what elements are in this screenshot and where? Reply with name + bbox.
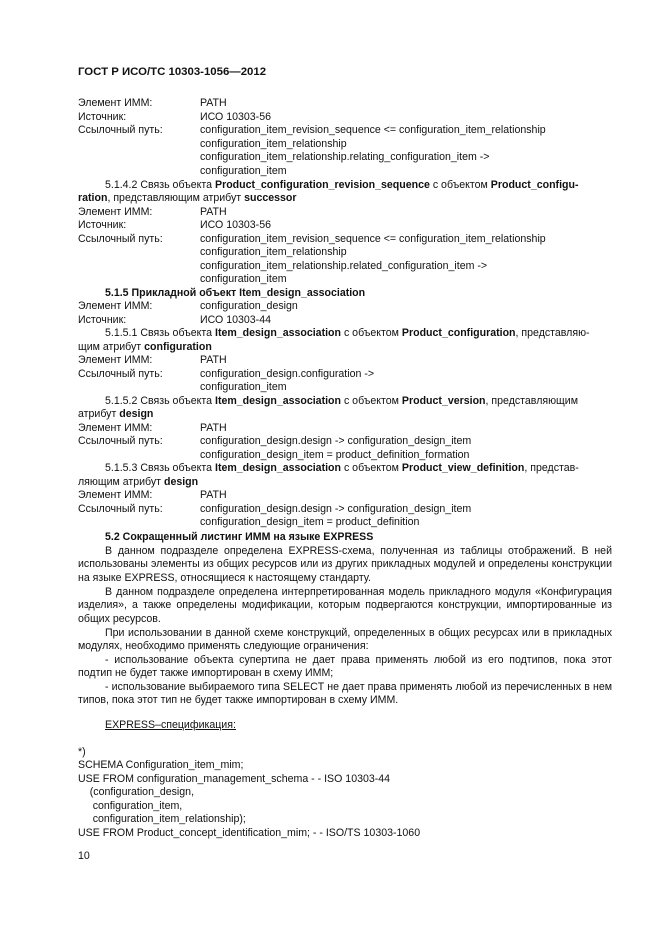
- section-5142-line2: ration, представляющим атрибут successor: [78, 192, 297, 204]
- path-line: configuration_design.configuration ->: [200, 368, 375, 380]
- section-515-heading: 5.1.5 Прикладной объект Item_design_association: [105, 287, 366, 299]
- label-ref-path: Ссылочный путь:: [78, 503, 163, 515]
- label-source: Источник:: [78, 111, 127, 123]
- code-line: configuration_item,: [78, 800, 183, 812]
- path-line: configuration_design.design -> configuration_design_item: [200, 435, 472, 447]
- value-element: PATH: [200, 489, 227, 501]
- section-5153-line1: 5.1.5.3 Связь объекта Item_design_association с объектом Product_view_definition, представ-: [105, 462, 579, 474]
- section-5151-line2: щим атрибут configuration: [78, 341, 212, 353]
- running-header: ГОСТ Р ИСО/ТС 10303-1056—2012: [78, 66, 267, 78]
- value-source: ИСО 10303-44: [200, 314, 271, 326]
- path-line: configuration_design.design -> configuration_design_item: [200, 503, 472, 515]
- code-line: USE FROM configuration_management_schema - - ISO 10303-44: [78, 773, 391, 785]
- label-element: Элемент ИММ:: [78, 206, 153, 218]
- value-source: ИСО 10303-56: [200, 111, 271, 123]
- path-line: configuration_design_item = product_definition_formation: [200, 449, 470, 461]
- code-line: SCHEMA Configuration_item_mim;: [78, 759, 244, 771]
- label-ref-path: Ссылочный путь:: [78, 368, 163, 380]
- label-element: Элемент ИММ:: [78, 489, 153, 501]
- section-5151-line1: 5.1.5.1 Связь объекта Item_design_association с объектом Product_configuration, представляю-: [105, 327, 590, 339]
- paragraph: В данном подразделе определена EXPRESS-схема, полученная из таблицы отображений. В ней использованы элементы из общих ресурсов или из других прикладных модулей и определены конструкции на языке EXPRESS, относящиеся к настоящему стандарту.: [78, 545, 612, 584]
- path-line: configuration_design_item = product_definition: [200, 516, 420, 528]
- path-line: configuration_item: [200, 165, 287, 177]
- label-ref-path: Ссылочный путь:: [78, 233, 163, 245]
- path-line: configuration_item_relationship.relating_configuration_item ->: [200, 151, 490, 163]
- paragraph: В данном подразделе определена интерпретированная модель прикладного модуля «Конфигурация изделия», а также определены модификации, которым подвергаются конструкции, импортированные из общих ресурсов.: [78, 586, 612, 625]
- path-line: configuration_item: [200, 273, 287, 285]
- section-5152-line2: атрибут design: [78, 408, 154, 420]
- path-line: configuration_item_relationship: [200, 138, 347, 150]
- code-line: USE FROM Product_concept_identification_mim; - - ISO/TS 10303-1060: [78, 827, 421, 839]
- label-element: Элемент ИММ:: [78, 300, 153, 312]
- code-line: configuration_item_relationship);: [78, 813, 246, 825]
- value-element: configuration_design: [200, 300, 298, 312]
- label-element: Элемент ИММ:: [78, 354, 153, 366]
- value-element: PATH: [200, 97, 227, 109]
- section-5152-line1: 5.1.5.2 Связь объекта Item_design_association с объектом Product_version, представляющим: [105, 395, 578, 407]
- path-line: configuration_item_revision_sequence <= configuration_item_relationship: [200, 124, 546, 136]
- label-element: Элемент ИММ:: [78, 422, 153, 434]
- label-ref-path: Ссылочный путь:: [78, 124, 163, 136]
- label-ref-path: Ссылочный путь:: [78, 435, 163, 447]
- value-element: PATH: [200, 354, 227, 366]
- paragraph-list-item: - использование объекта супертипа не дает права применять любой из его подтипов, пока этот подтип не будет также импортирован в схему ИММ;: [78, 654, 612, 680]
- express-spec-label: EXPRESS–спецификация:: [105, 719, 236, 731]
- label-source: Источник:: [78, 314, 127, 326]
- label-source: Источник:: [78, 219, 127, 231]
- section-5142-line1: 5.1.4.2 Связь объекта Product_configuration_revision_sequence с объектом Product_configu-: [105, 179, 579, 191]
- section-52-heading: 5.2 Сокращенный листинг ИММ на языке EXPRESS: [105, 531, 374, 543]
- code-line: *): [78, 746, 86, 758]
- path-line: configuration_item: [200, 381, 287, 393]
- value-source: ИСО 10303-56: [200, 219, 271, 231]
- label-element: Элемент ИММ:: [78, 97, 153, 109]
- code-line: (configuration_design,: [78, 786, 195, 798]
- paragraph: При использовании в данной схеме конструкций, определенных в общих ресурсах или в прикладных модулях, необходимо применять следующие ограничения:: [78, 627, 612, 653]
- path-line: configuration_item_relationship: [200, 246, 347, 258]
- path-line: configuration_item_relationship.related_configuration_item ->: [200, 260, 488, 272]
- value-element: PATH: [200, 206, 227, 218]
- section-5153-line2: ляющим атрибут design: [78, 476, 199, 488]
- page-number: 10: [78, 850, 90, 862]
- path-line: configuration_item_revision_sequence <= configuration_item_relationship: [200, 233, 546, 245]
- value-element: PATH: [200, 422, 227, 434]
- paragraph-list-item: - использование выбираемого типа SELECT не дает права применять любой из перечисленных в нем типов, пока этот тип не будет также импортирован в схему ИММ.: [78, 681, 612, 707]
